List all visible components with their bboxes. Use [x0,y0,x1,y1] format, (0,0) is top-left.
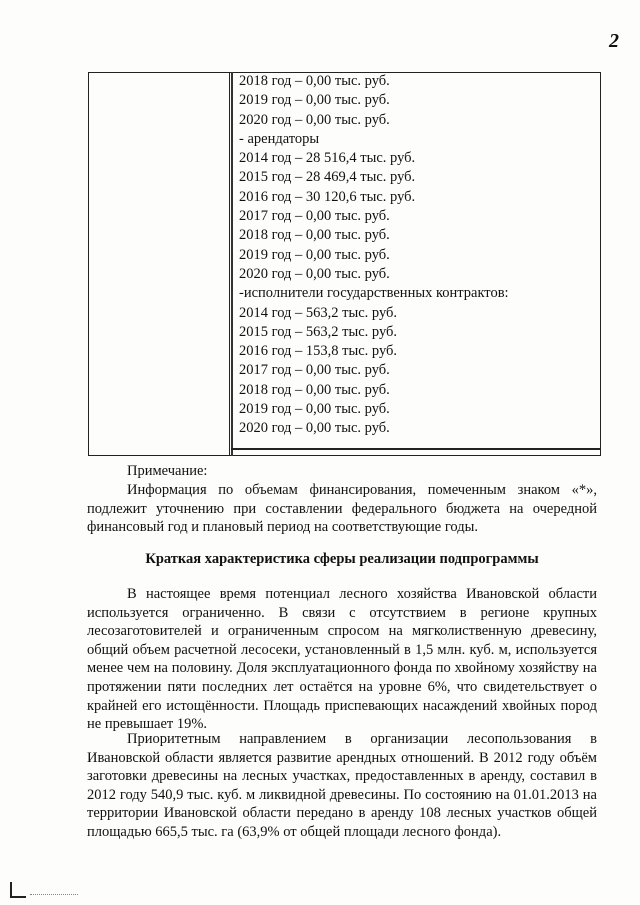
funding-line: 2019 год – 0,00 тыс. руб. [239,92,390,109]
funding-line: 2018 год – 0,00 тыс. руб. [239,73,390,89]
funding-line: 2019 год – 0,00 тыс. руб. [239,401,390,418]
table-column-divider [229,72,230,456]
table-inner-bottom-border [231,448,601,450]
table-inner-border [231,72,233,456]
funding-line: 2018 год – 0,00 тыс. руб. [239,227,390,244]
funding-line: 2015 год – 28 469,4 тыс. руб. [239,169,416,186]
funding-line: 2014 год – 563,2 тыс. руб. [239,304,398,321]
funding-group-label: -исполнители государственных контрактов: [239,285,509,302]
funding-line: 2016 год – 153,8 тыс. руб. [239,343,398,360]
funding-line: 2020 год – 0,00 тыс. руб. [239,420,390,437]
funding-line: 2016 год – 30 120,6 тыс. руб. [239,188,416,205]
funding-line: 2018 год – 0,00 тыс. руб. [239,381,390,398]
funding-line: 2019 год – 0,00 тыс. руб. [239,246,390,263]
funding-group-label: - арендаторы [239,130,320,147]
funding-line: 2020 год – 0,00 тыс. руб. [239,265,390,282]
note-label: Примечание: [127,463,208,479]
funding-line: 2017 год – 0,00 тыс. руб. [239,208,390,225]
scan-corner-mark [10,882,26,898]
funding-line: 2017 год – 0,00 тыс. руб. [239,362,390,379]
funding-lines [239,72,599,439]
section-heading: Краткая характеристика сферы реализации подпрограммы [145,551,539,567]
body-paragraph: Приоритетным направлением в организации лесопользования в Ивановской области является развитие арендных отношений. В 2012 году объём заготовки древесины на лесных участках, предоставленных в аренду, составил в 2012 году 540,9 тыс. куб. м ликвидной древесины. По состоянию на 01.01.2013 на территории Ивановской области передано в аренду 108 лесных участков общей площадью 665,5 тыс. га (63,9% от общей площади лесного фонда). [87,731,597,840]
funding-line: 2014 год – 28 516,4 тыс. руб. [239,150,416,167]
body-paragraph: В настоящее время потенциал лесного хозяйства Ивановской области используется ограниченно. В связи с отсутствием в регионе крупных лесозаготовителей и ограниченным спросом на мягколиственную древесину, общий объем расчетной лесосеки, установленный в 1,5 млн. куб. м, используется менее чем на половину. Доля эксплуатационного фонда по хвойному хозяйству на протяжении пяти последних лет остаётся на уровне 6%, что свидетельствует о крайней его истощённости. Площадь приспевающих насаждений хвойных пород не превышает 19%. [87,586,597,733]
note-text: Информация по объемам финансирования, помеченным знаком «*», подлежит уточнению при составлении федерального бюджета на очередной финансовый год и плановый период на соответствующие годы. [87,482,597,535]
page-number: 2 [609,30,619,52]
funding-line: 2015 год – 563,2 тыс. руб. [239,323,398,340]
scan-edge-mark [30,894,78,895]
funding-line: 2020 год – 0,00 тыс. руб. [239,111,390,128]
